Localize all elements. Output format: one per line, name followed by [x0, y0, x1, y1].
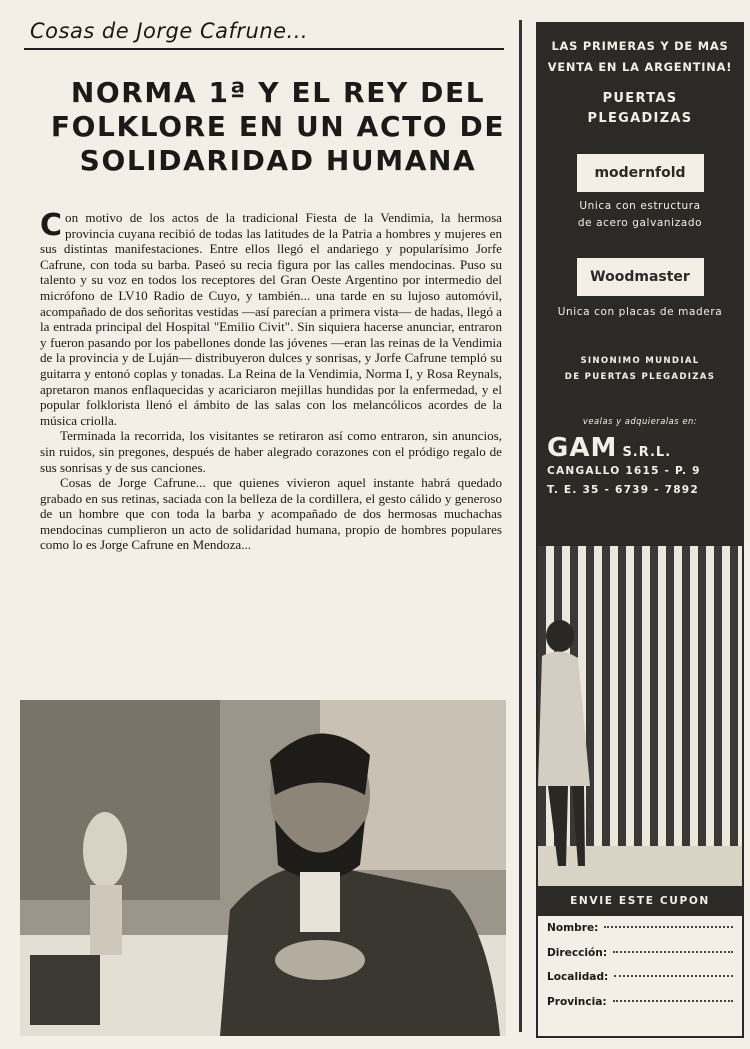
headline-line-2: FOLKLORE EN UN ACTO DE — [50, 110, 506, 143]
sell-note: vealas y adquieralas en: — [582, 416, 698, 426]
kicker-rule — [24, 48, 504, 50]
column-divider — [519, 20, 522, 1032]
coupon-label-localidad: Localidad: — [547, 971, 609, 983]
ad-slogan — [538, 24, 742, 78]
headline-line-3: SOLIDARIDAD HUMANA — [79, 144, 477, 177]
brand1-note — [538, 198, 742, 232]
ad-slogan-line-2: VENTA EN LA ARGENTINA! — [547, 60, 733, 74]
company-phone: T. E. 35 - 6739 - 7892 — [547, 484, 699, 496]
advertisement — [536, 22, 744, 1038]
paragraph-1 — [40, 210, 502, 428]
ad-synonym — [538, 353, 742, 385]
section-kicker: Cosas de Jorge Cafrune... — [30, 19, 309, 43]
ad-header — [538, 24, 742, 546]
company-name — [538, 434, 742, 462]
coupon-row-provincia — [547, 996, 733, 1021]
coupon-row-direccion — [547, 947, 733, 972]
company-address: CANGALLO 1615 - P. 9 — [547, 465, 701, 477]
headline-line-1: NORMA 1ª Y EL REY DEL — [70, 76, 486, 109]
ad-photo-illustration — [538, 546, 742, 886]
paragraph-1-text: on motivo de los actos de la tradicional Fiesta de la Vendimia, la hermosa provincia cuyana recibió de todas las latitudes de la Patria a hombres y mujeres en sus distintas manifestaciones. Entre ellos llegó el andariego y popularísimo Jorfe Cafrune, con toda su barba. Paseó su recia figura por las calles mendocinas. Puso su talento y su voz en todos los receptores del Gran Oeste Argentino por intermedio del micrófono de LV10 Radio de Cuyo, y también... una tarde en su lujoso automóvil, acompañado de dos señoritas vestidas —así parecían a primera vista— de hadas, llegó a la entrada principal del Hospital "Emilio Civit". Sin siquiera hacerse anunciar, entraron y fueron pasando por los pabellones donde las jóvenes —eran las reinas de la Vendimia de la provincia y de Luján— distribuyeron dulces y sonrisas, y Jorfe Cafrune templó su guitarra y entonó coplas y tonadas. La Reina de la Vendimia, Norma I, y Rosa Reynals, apretaron manos enflaquecidas y acariciaron mejillas hundidas por la enfermedad, y el popular folklorista llenó el ámbito de las salas con los melancólicos acordes de la música criolla. — [40, 210, 502, 428]
photo-illustration — [20, 700, 506, 1036]
article-body — [20, 210, 508, 553]
paragraph-3: Cosas de Jorge Cafrune... que quienes vivieron aquel instante habrá quedado grabado en sus retinas, saciada con la belleza de la cordillera, el gesto cálido y generoso de un hombre que con toda la barba y acompañado de dos hermosas muchachas mendocinas cumplieron un acto de solidaridad humana, propio de hombres populares como lo es Jorge Cafrune en Mendoza... — [40, 475, 502, 553]
coupon-line-nombre — [604, 926, 733, 928]
ad-synonym-line-1: SINONIMO MUNDIAL — [580, 356, 700, 366]
coupon-form — [538, 916, 742, 1020]
article — [20, 16, 508, 1036]
ad-synonym-line-2: DE PUERTAS PLEGADIZAS — [564, 372, 716, 382]
company-suffix: S.R.L. — [622, 445, 672, 460]
coupon-line-provincia — [613, 1000, 733, 1002]
company-logo: GAM — [547, 433, 618, 463]
ad-product-line-1: PUERTAS — [602, 91, 678, 106]
article-photo — [20, 700, 506, 1036]
brand-logo-woodmaster: Woodmaster — [577, 258, 704, 296]
brand1-note-line-2: de acero galvanizado — [577, 217, 703, 229]
coupon-label-direccion: Dirección: — [547, 946, 608, 959]
coupon-line-localidad — [614, 975, 733, 977]
coupon-label-nombre: Nombre: — [547, 922, 599, 934]
coupon-title: ENVIE ESTE CUPON — [538, 886, 742, 916]
coupon-label-provincia: Provincia: — [547, 995, 607, 1008]
brand2-note: Unica con placas de madera — [557, 306, 723, 318]
drop-cap: C — [40, 208, 63, 243]
ad-product-line-2: PLEGADIZAS — [587, 111, 693, 126]
brand1-note-line-1: Unica con estructura — [579, 200, 701, 212]
ad-photo — [538, 546, 742, 886]
paragraph-2: Terminada la recorrida, los visitantes se retiraron así como entraron, sin anuncios, sin ruidos, sin pregones, después de haber alegrado corazones con el pródigo regalo de sus sonrisas y de sus canciones. — [40, 428, 502, 475]
coupon-row-nombre — [547, 922, 733, 947]
brand-logo-modernfold: modernfold — [577, 154, 704, 192]
ad-slogan-line-1: LAS PRIMERAS Y DE MAS — [551, 39, 729, 53]
ad-product — [538, 89, 742, 129]
headline — [20, 76, 508, 178]
coupon-row-localidad — [547, 971, 733, 996]
coupon-line-direccion — [613, 951, 733, 953]
